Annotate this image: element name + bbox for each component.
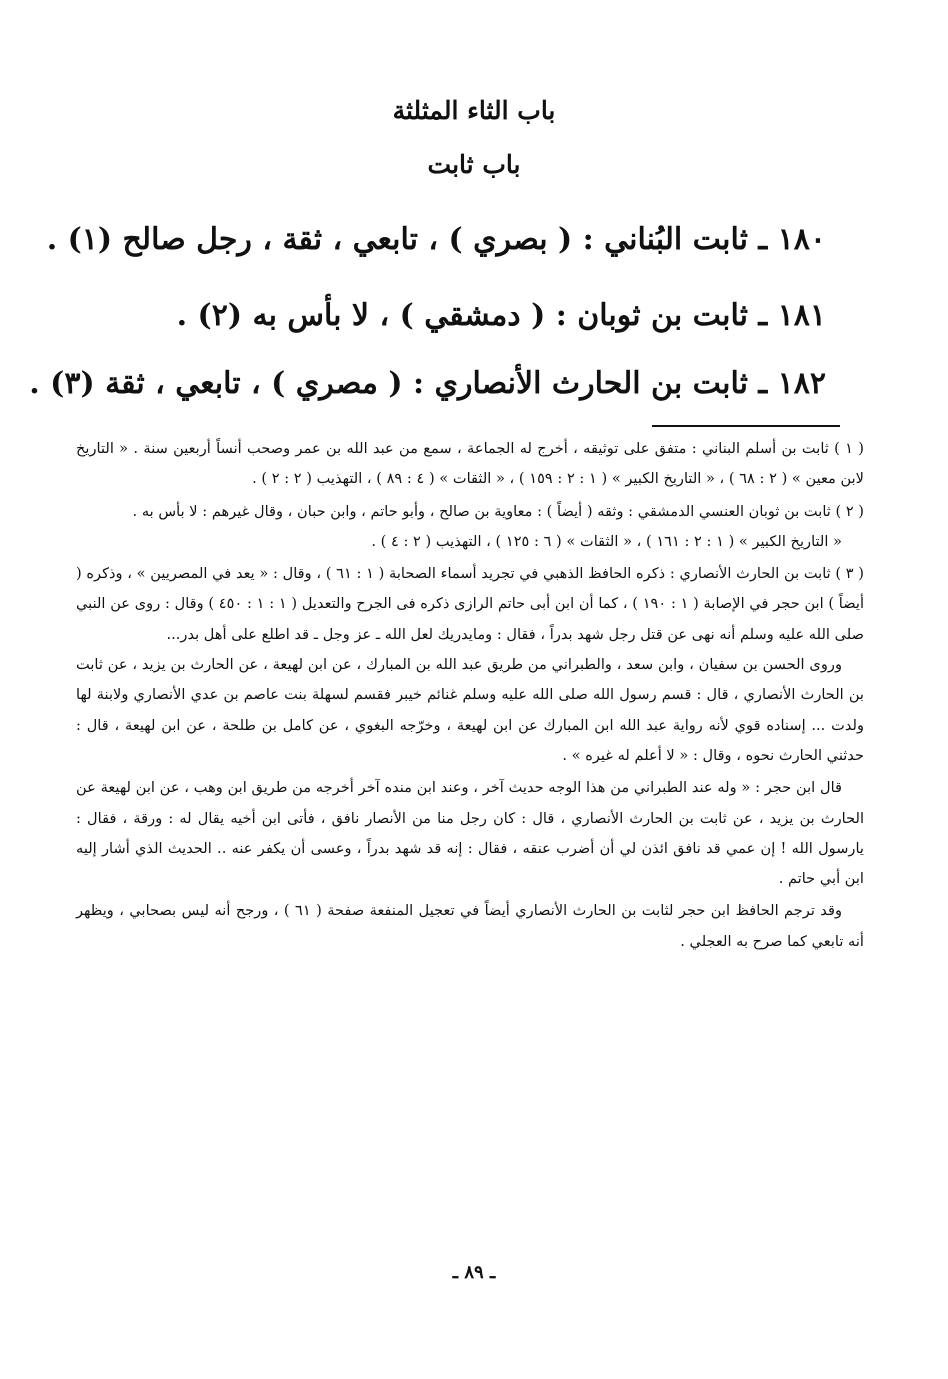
section-title: باب ثابت: [427, 150, 521, 179]
chapter-title: باب الثاء المثلثة: [392, 96, 556, 125]
footnote-3: ( ٣ ) ثابت بن الحارث الأنصاري : ذكره الحافظ الذهبي في تجريد أسماء الصحابة ( ١ : ٦١ ) ، وقال : « يعد في المصريين » ، وذكره ( أيضاً ) ابن حجر في الإصابة ( ١ : ١٩٠ ) ، كما أن ابن أبى حاتم الرازى ذكره فى الجرح والتعديل ( ١ : ١ : ٤٥٠ ) وقال : روى عن النبي صلى الله عليه وسلم أنه نهى عن قتل رجل شهد بدراً ، فقال : ومايدريك لعل الله ـ عز وجل ـ قد اطلع على أهل بدر...: [76, 565, 865, 643]
footnote-3-paragraph-3: قال ابن حجر : « وله عند الطبراني من هذا الوجه حديث آخر ، وعند ابن منده آخر أخرجه من طريق ابن وهب ، عن ابن لهيعة عن الحارث بن يزيد ، عن ثابت بن الحارث الأنصاري ، قال : كان رجل منا من الأنصار نافق ، فأتى ابن أخيه يقال له : ورقة ، فقال : يارسول الله ! إن عمي قد نافق ائذن لي أن أضرب عنقه ، فقال : إنه قد شهد بدراً ، وعسى أن يكفر عنه .. الحديث الذي أشار إليه ابن أبي حاتم .: [76, 779, 864, 888]
footnote-3-paragraph-2: وروى الحسن بن سفيان ، وابن سعد ، والطبراني من طريق عبد الله بن المبارك ، عن ابن لهيعة ، عن الحارث بن يزيد ، عن ثابت بن الحارث الأنصاري ، قال : قسم رسول الله صلى الله عليه وسلم غنائم خيبر فقسم لسهلة بنت عاصم بن عدي الأنصاري ولابنة لها ولدت ... إسناده قوي لأنه رواية عبد الله ابن المبارك عن ابن لهيعة ، وخرّجه البغوي ، عن كامل بن طلحة ، عن ابن لهيعة ، قال : حدثني الحارث نحوه ، وقال : « لا أعلم له غيره » .: [76, 656, 864, 764]
footnotes: [76, 434, 864, 957]
page-number: ـ ٨٩ ـ: [452, 1262, 496, 1283]
footnote-2: ( ٢ ) ثابت بن ثوبان العنسي الدمشقي : وثقه ( أيضاً ) : معاوية بن صالح ، وأبو حاتم ، وابن حبان ، وقال غيرهم : لا بأس به .: [132, 502, 864, 520]
entry-180: ١٨٠ ـ ثابت البُناني : ( بصري ) ، تابعي ، ثقة ، رجل صالح (١) .: [46, 222, 826, 257]
footnote-2-references: « التاريخ الكبير » ( ١ : ٢ : ١٦١ ) ، « الثقات » ( ٦ : ١٢٥ ) ، التهذيب ( ٢ : ٤ ) .: [371, 532, 842, 550]
footnote-separator-rule: [652, 425, 840, 427]
entry-182: ١٨٢ ـ ثابت بن الحارث الأنصاري : ( مصري ) ، تابعي ، ثقة (٣) .: [29, 366, 826, 401]
footnote-1: ( ١ ) ثابت بن أسلم البناني : متفق على توثيقه ، أخرج له الجماعة ، سمع من عبد الله بن عمر وصحب أنساً أربعين سنة . « التاريخ لابن معين » ( ٢ : ٦٨ ) ، « التاريخ الكبير » ( ١ : ٢ : ١٥٩ ) ، « الثقات » ( ٤ : ٨٩ ) ، التهذيب ( ٢ : ٢ ) .: [76, 440, 864, 488]
footnote-3-paragraph-4: وقد ترجم الحافظ ابن حجر لثابت بن الحارث الأنصاري أيضاً في تعجيل المنفعة صفحة ( ٦١ ) ، ورجح أنه ليس بصحابي ، ويظهر أنه تابعي كما صرح به العجلي .: [76, 902, 864, 950]
entry-181: ١٨١ ـ ثابت بن ثوبان : ( دمشقي ) ، لا بأس به (٢) .: [176, 298, 826, 333]
